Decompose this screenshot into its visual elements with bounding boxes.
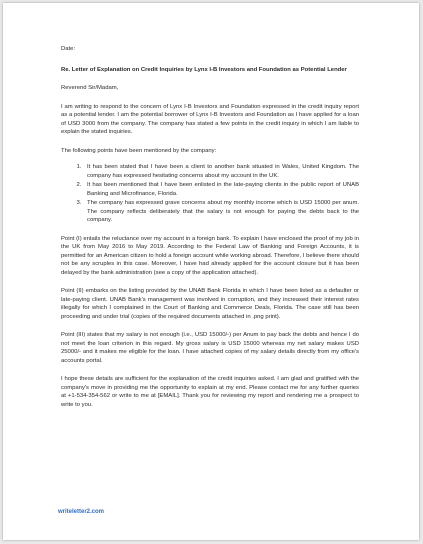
point-one-paragraph: Point (I) entails the reluctance over my account in a foreign bank. To explain I have enclosed the proof of my job in the UK from May 2016 to May 2019. According to the Federal Law of Banking and Foreign Accounts, it is permitted for an American citizen to hold a foreign account while working abroad. Therefore, I believe there should not be any scruples in this case. Moreover, I have had already applied for the account closure but it has been delayed by the bank administration (see a copy of the application attached). bbox=[61, 235, 359, 276]
list-item: 3. The company has expressed grave concerns about my monthly income which is USD 15000 per anum. The company reflects deliberately that the salary is not enough for paying the debts back to the company. bbox=[83, 199, 359, 225]
closing-paragraph: I hope these details are sufficient for the explanation of the credit inquiries asked. I am glad and gratified with the company's move in providing me the opportunity to explain at my end. Please contact me for any further queries at +1-534-354-562 or write to me at [EMAIL]. Thank you for reviewing my report and rendering me a prospect to write to you. bbox=[61, 376, 359, 408]
salutation: Reverend Sir/Madam, bbox=[61, 85, 119, 92]
subject-line: Re. Letter of Explanation on Credit Inquiries by Lynx I-B Investors and Foundation as Potential Lender bbox=[61, 66, 347, 73]
list-item: 2. It has been mentioned that I have been enlisted in the late-paying clients in the public report of UNAB Banking and Microfinance, Florida. bbox=[83, 181, 359, 198]
letter-page bbox=[3, 3, 419, 540]
points-list bbox=[61, 163, 359, 225]
point-two-paragraph: Point (II) embarks on the listing provided by the UNAB Bank Florida in which I have been listed as a defaulter or late-paying client. UNAB Bank's management was involved in corruption, and they increased their interest rates illegally for which I complained in the Court of Banking and Commerce Deals, Florida. The case still has been proceeding and under trial (copies of the required documents attached in .png print). bbox=[61, 288, 359, 320]
site-link[interactable]: writeletter2.com bbox=[58, 509, 105, 515]
points-intro: The following points have been mentioned by the company: bbox=[61, 147, 217, 154]
list-item: 1. It has been stated that I have been a client to another bank situated in Wales, United Kingdom. The company has expressed hesitating concerns about my account in the UK. bbox=[83, 163, 359, 180]
date-label: Date: bbox=[61, 46, 76, 52]
point-three-paragraph: Point (III) states that my salary is not enough (i.e., USD 15000/-) per Anum to pay back the debts and hence I do not meet the loan criterion in this regard. My gross salary is USD 15000 whereas my net salary makes USD 25000/- and it makes me eligible for the loan. I have attached copies of my salary details directly from my office's accounts portal. bbox=[61, 332, 359, 364]
intro-paragraph: I am writing to respond to the concern of Lynx I-B Investors and Foundation expressed in the credit inquiry report as a potential lender. I am the potential borrower of Lynx I-B Investors and Foundation as I have applied for a loan of USD 3000 from the company. The company has stated a few points in the credit inquiry in which I am liable to explain the stated inquiries. bbox=[61, 103, 359, 136]
